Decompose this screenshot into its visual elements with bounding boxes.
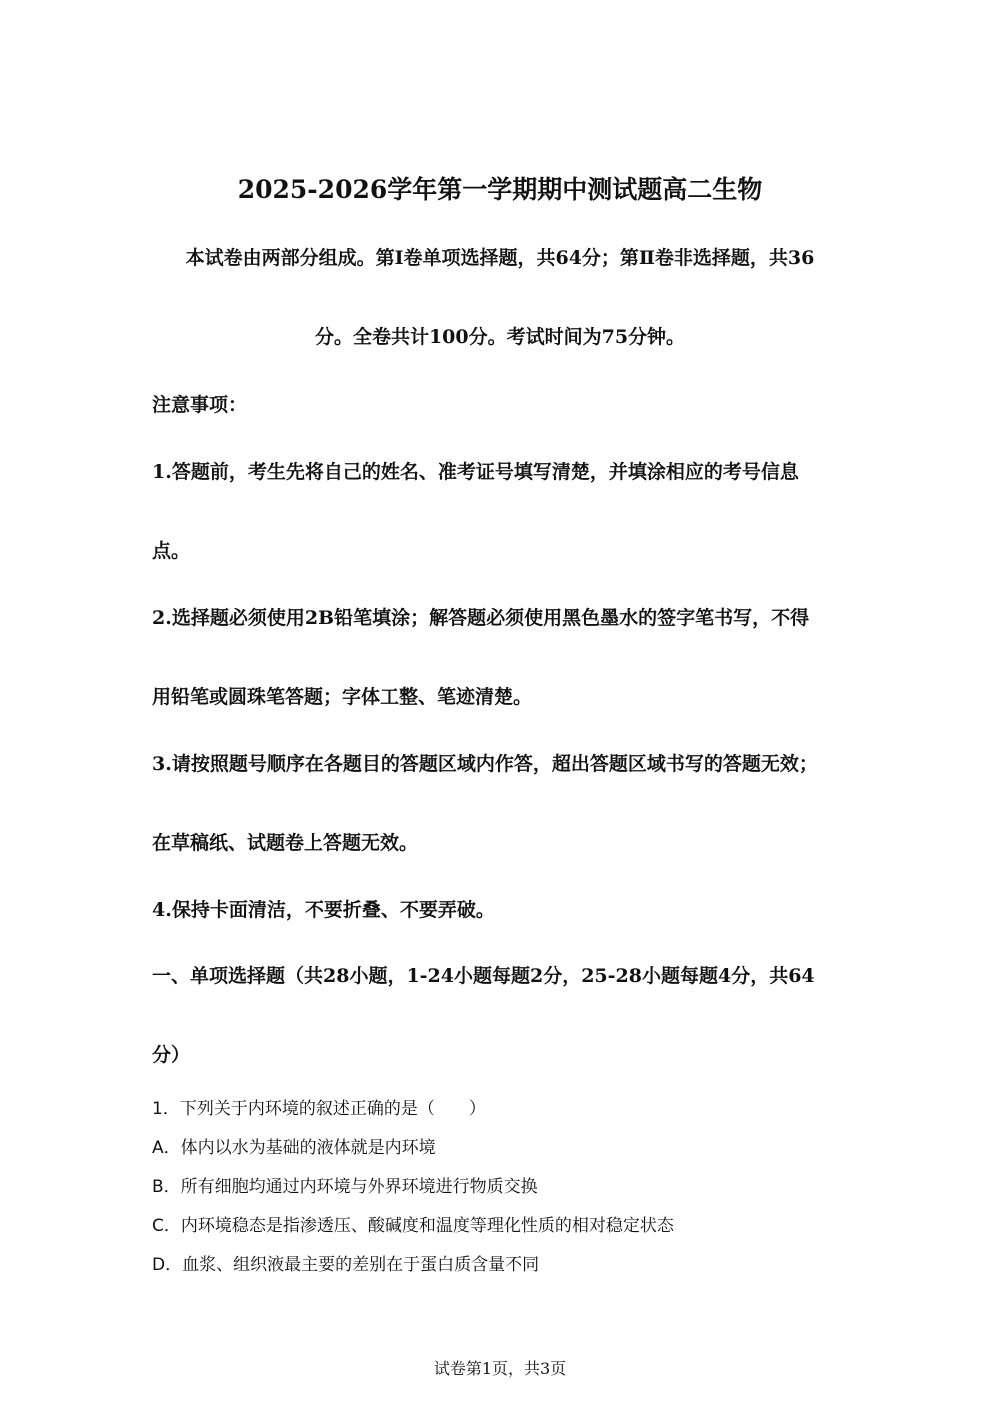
intro-line-1: 本试卷由两部分组成。第Ⅰ卷单项选择题，共64分；第Ⅱ卷非选择题，共36 — [185, 247, 815, 269]
question-1-option-d: D．血浆、组织液最主要的差别在于蛋白质含量不同 — [152, 1255, 540, 1275]
question-1-option-c: C．内环境稳态是指渗透压、酸碱度和温度等理化性质的相对稳定状态 — [152, 1216, 674, 1236]
section-heading-line-1: 一、单项选择题（共28小题，1-24小题每题2分，25-28小题每题4分，共64 — [152, 965, 815, 987]
notice-item-2-line-1: 2.选择题必须使用2B铅笔填涂；解答题必须使用黑色墨水的签字笔书写，不得 — [152, 607, 810, 629]
question-1-option-b: B．所有细胞均通过内环境与外界环境进行物质交换 — [152, 1177, 538, 1197]
notice-item-3-line-2: 在草稿纸、试题卷上答题无效。 — [152, 832, 419, 854]
question-1-option-a: A．体内以水为基础的液体就是内环境 — [152, 1138, 436, 1158]
notice-item-1-line-1: 1.答题前，考生先将自己的姓名、准考证号填写清楚，并填涂相应的考号信息 — [152, 461, 799, 483]
notice-item-4-line-1: 4.保持卡面清洁，不要折叠、不要弄破。 — [152, 899, 495, 921]
notice-heading: 注意事项： — [152, 394, 248, 416]
page-footer: 试卷第1页，共3页 — [433, 1359, 567, 1378]
notice-item-1-line-2: 点。 — [152, 540, 191, 562]
notice-item-3-line-1: 3.请按照题号顺序在各题目的答题区域内作答，超出答题区域书写的答题无效； — [152, 753, 818, 775]
intro-line-2: 分。全卷共计100分。考试时间为75分钟。 — [314, 326, 686, 348]
section-heading-line-2: 分） — [152, 1044, 191, 1066]
notice-item-2-line-2: 用铅笔或圆珠笔答题；字体工整、笔迹清楚。 — [152, 686, 533, 708]
question-1-stem: 1．下列关于内环境的叙述正确的是（ ） — [152, 1099, 486, 1119]
page-title: 2025-2026学年第一学期期中测试题高二生物 — [237, 175, 763, 204]
